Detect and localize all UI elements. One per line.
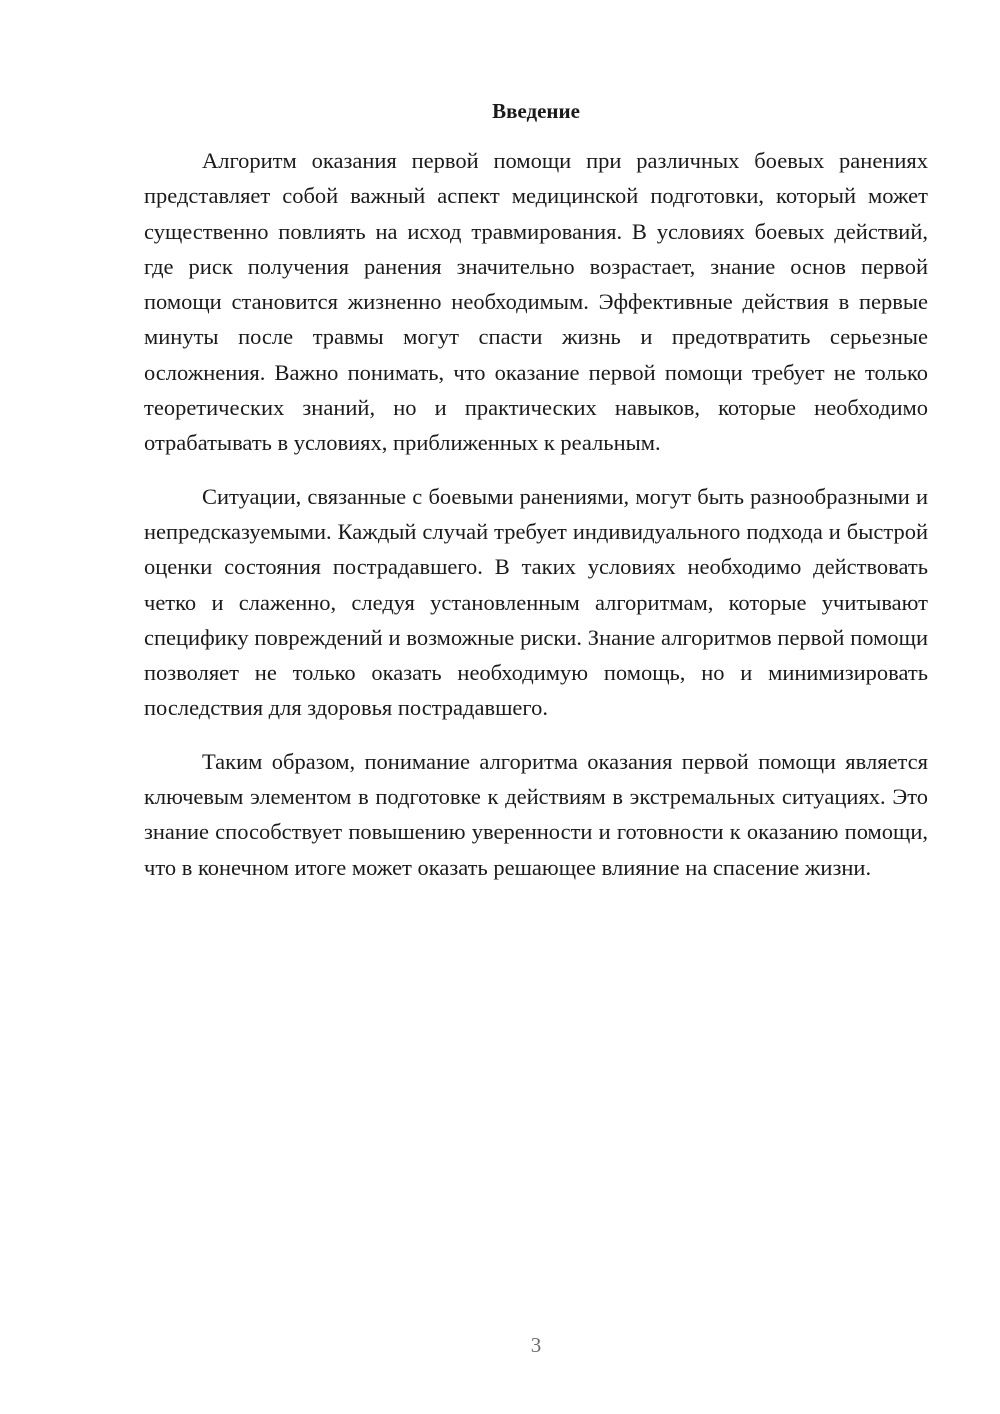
section-title: Введение bbox=[492, 99, 580, 123]
body-text bbox=[144, 143, 928, 903]
paragraph-2: Ситуации, связанные с боевыми ранениями, могут быть разнообразными и непредсказуемыми. Каждый случай требует индивидуального подхода и быстрой оценки состояния пострадавшего. В таких условиях необходимо действовать четко и слаженно, следуя установленным алгоритмам, которые учитывают специфику повреждений и возможные риски. Знание алгоритмов первой помощи позволяет не только оказать необходимую помощь, но и минимизировать последствия для здоровья пострадавшего. bbox=[144, 483, 928, 721]
paragraph-3: Таким образом, понимание алгоритма оказания первой помощи является ключевым элементом в подготовке к действиям в экстремальных ситуациях. Это знание способствует повышению уверенности и готовности к оказанию помощи, что в конечном итоге может оказать решающее влияние на спасение жизни. bbox=[144, 748, 928, 880]
paragraph-1: Алгоритм оказания первой помощи при различных боевых ранениях представляет собой важный аспект медицинской подготовки, который может существенно повлиять на исход травмирования. В условиях боевых действий, где риск получения ранения значительно возрастает, знание основ первой помощи становится жизненно необходимым. Эффективные действия в первые минуты после травмы могут спасти жизнь и предотвратить серьезные осложнения. Важно понимать, что оказание первой помощи требует не только теоретических знаний, но и практических навыков, которые необходимо отрабатывать в условиях, приближенных к реальным. bbox=[144, 148, 928, 456]
page-number: 3 bbox=[530, 1333, 542, 1357]
